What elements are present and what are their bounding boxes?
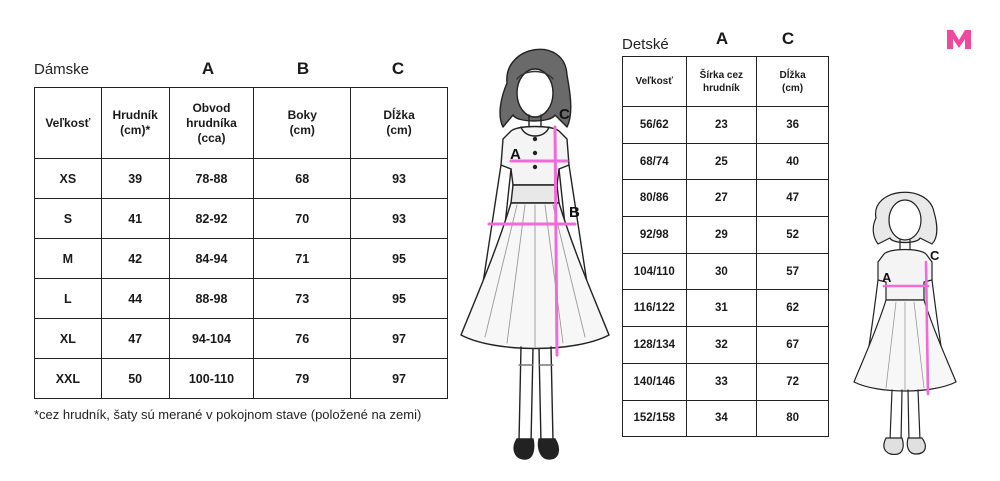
women-header-length: Dĺžka (cm) <box>351 88 448 159</box>
kids-cell-length: 52 <box>757 217 829 254</box>
women-cell-hips: 68 <box>254 159 351 199</box>
women-cell-hips: 70 <box>254 199 351 239</box>
women-cell-length: 97 <box>351 359 448 399</box>
women-cell-size: M <box>35 239 102 279</box>
women-row <box>35 359 448 399</box>
kids-cell-chest-width: 30 <box>686 253 757 290</box>
kids-row <box>623 217 829 254</box>
kids-cell-size: 140/146 <box>623 363 687 400</box>
kids-cell-chest-width: 27 <box>686 180 757 217</box>
women-section-title: Dámske <box>34 61 90 78</box>
kids-cell-length: 47 <box>757 180 829 217</box>
kids-header-length: Dĺžka (cm) <box>757 57 829 107</box>
kids-cell-length: 72 <box>757 363 829 400</box>
kids-cell-size: 68/74 <box>623 143 687 180</box>
kids-cell-size: 152/158 <box>623 400 687 437</box>
kids-cell-length: 62 <box>757 290 829 327</box>
kids-size-table <box>622 56 829 437</box>
women-cell-hips: 71 <box>254 239 351 279</box>
women-col-letter-b: B <box>296 59 310 78</box>
women-cell-bust-circ: 82-92 <box>169 199 254 239</box>
kids-cell-size: 56/62 <box>623 107 687 144</box>
women-cell-bust: 41 <box>101 199 169 239</box>
kids-row <box>623 180 829 217</box>
women-footnote: *cez hrudník, šaty sú merané v pokojnom stave (položené na zemi) <box>34 407 422 422</box>
kids-cell-size: 128/134 <box>623 327 687 364</box>
women-header-bust-circ: Obvod hrudníka (cca) <box>169 88 254 159</box>
women-cell-length: 93 <box>351 159 448 199</box>
women-cell-bust: 42 <box>101 239 169 279</box>
kids-header-size: Veľkosť <box>623 57 687 107</box>
women-cell-bust-circ: 78-88 <box>169 159 254 199</box>
women-cell-size: XL <box>35 319 102 359</box>
kids-cell-size: 104/110 <box>623 253 687 290</box>
women-cell-bust-circ: 94-104 <box>169 319 254 359</box>
woman-dress-illustration <box>455 35 615 475</box>
women-cell-length: 93 <box>351 199 448 239</box>
kids-cell-length: 80 <box>757 400 829 437</box>
child-label-c: C <box>930 248 940 263</box>
brand-logo <box>944 27 974 51</box>
kids-col-letter-c: C <box>781 29 795 48</box>
women-cell-bust: 47 <box>101 319 169 359</box>
women-cell-bust: 44 <box>101 279 169 319</box>
kids-cell-size: 92/98 <box>623 217 687 254</box>
women-header-bust: Hrudník (cm)* <box>101 88 169 159</box>
kids-cell-length: 36 <box>757 107 829 144</box>
kids-row <box>623 143 829 180</box>
kids-cell-chest-width: 33 <box>686 363 757 400</box>
women-row <box>35 239 448 279</box>
women-cell-hips: 73 <box>254 279 351 319</box>
kids-cell-chest-width: 31 <box>686 290 757 327</box>
women-cell-size: XS <box>35 159 102 199</box>
women-col-letter-a: A <box>201 59 215 78</box>
kids-col-letter-a: A <box>715 29 729 48</box>
women-header-hips: Boky (cm) <box>254 88 351 159</box>
women-row <box>35 319 448 359</box>
women-size-table <box>34 87 448 399</box>
women-cell-size: S <box>35 199 102 239</box>
kids-cell-chest-width: 32 <box>686 327 757 364</box>
women-cell-bust: 50 <box>101 359 169 399</box>
kids-cell-length: 67 <box>757 327 829 364</box>
kids-cell-size: 116/122 <box>623 290 687 327</box>
kids-row <box>623 253 829 290</box>
child-dress-illustration <box>848 182 963 467</box>
kids-cell-chest-width: 34 <box>686 400 757 437</box>
women-cell-bust-circ: 84-94 <box>169 239 254 279</box>
woman-label-c: C <box>559 106 570 123</box>
kids-cell-chest-width: 25 <box>686 143 757 180</box>
women-cell-size: L <box>35 279 102 319</box>
woman-label-a: A <box>510 146 521 163</box>
women-header-row <box>35 88 448 159</box>
women-cell-length: 95 <box>351 239 448 279</box>
kids-header-row <box>623 57 829 107</box>
kids-row <box>623 290 829 327</box>
kids-row <box>623 363 829 400</box>
brand-logo-mark <box>944 27 974 51</box>
kids-row <box>623 327 829 364</box>
women-col-letter-c: C <box>391 59 405 78</box>
kids-cell-size: 80/86 <box>623 180 687 217</box>
women-row <box>35 279 448 319</box>
women-header-size: Veľkosť <box>35 88 102 159</box>
women-cell-bust: 39 <box>101 159 169 199</box>
women-row <box>35 159 448 199</box>
women-cell-length: 95 <box>351 279 448 319</box>
woman-label-b: B <box>569 204 580 221</box>
kids-header-chest-width: Šírka cez hrudník <box>686 57 757 107</box>
women-cell-size: XXL <box>35 359 102 399</box>
child-label-a: A <box>882 270 892 285</box>
kids-section-title: Detské <box>622 36 669 53</box>
women-cell-bust-circ: 100-110 <box>169 359 254 399</box>
kids-cell-length: 57 <box>757 253 829 290</box>
women-cell-length: 97 <box>351 319 448 359</box>
women-row <box>35 199 448 239</box>
kids-row <box>623 400 829 437</box>
kids-cell-chest-width: 29 <box>686 217 757 254</box>
kids-cell-chest-width: 23 <box>686 107 757 144</box>
kids-row <box>623 107 829 144</box>
women-cell-hips: 76 <box>254 319 351 359</box>
kids-cell-length: 40 <box>757 143 829 180</box>
women-cell-hips: 79 <box>254 359 351 399</box>
women-cell-bust-circ: 88-98 <box>169 279 254 319</box>
